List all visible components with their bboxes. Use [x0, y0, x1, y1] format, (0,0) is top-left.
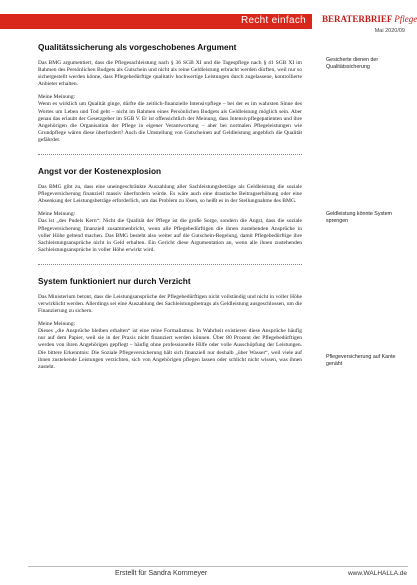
header-tag: Recht einfach: [240, 15, 306, 26]
section-title: Qualitätssicherung als vorgeschobenes Argument: [38, 42, 237, 52]
section-kosten: [38, 166, 302, 254]
section-divider: [38, 154, 302, 155]
opinion-text: Dieses „die Ansprüche bleiben erhalten“ ist eine reine Formalismus. In Wahrheit existieren diese Ansprüche häufig nur auf dem Papier, weil sie in der Praxis nicht finanziert werden können. Über 80 Prozent der Pflegebedürftigen werden von ihren Angehörigen gepflegt – häufig ohne professionelle Hilfe oder volle Ausschöpfung der Leistungen. Die bittere Erkenntnis: Die Soziale Pflegeversicherung hält sich finanziell nur deshalb „über Wasser“, weil viele auf ihnen zustehende Leistungen verzichten, sich von Angehörigen pflegen lassen oder schlicht nicht wissen, was ihnen zusteht.: [38, 328, 302, 370]
brand-sub: Pflege: [394, 14, 417, 24]
opinion-text: Das ist „des Pudels Kern“: Nicht die Qualität der Pflege ist die große Sorge, sondern die Angst, dass die soziale Pflegeversicherung finanziell zusammenbricht, wenn alle Pflegebedürftigen die ihnen zustehenden Ansprüche in voller Höhe geltend machen. Das BMG besteht also weiter auf die Gutschein-Regelung, damit Pflegebedürftige ihre Sachleistungsansprüche nicht in Geld erhalten. Ein Gericht diese Argumentation an, wenn alle ihnen zustehenden Sachleistungsansprüche in voller Höhe erwirkt wird.: [38, 218, 302, 253]
section-text: Das BMG gibt zu, dass eine uneingeschränkte Auszahlung aller Sachleistungsbeträge als Geldleistung die soziale Pflegeversicherung finanziell massiv überfordern würde. Es wäre auch eine drastische Beitragserhöhung oder eine Absenkung der Leistungsbeträge erforderlich, um das Problem zu lösen, so heißt es in der Stellungnahme des BMG.: [38, 184, 302, 205]
opinion-label: Meine Meinung:: [38, 94, 76, 101]
section-title: Angst vor der Kostenexplosion: [38, 166, 162, 177]
opinion-label: Meine Meinung:: [38, 211, 76, 218]
article-body: [38, 42, 302, 381]
footer-divider: [28, 566, 408, 567]
footer-recipient: Erstellt für Sandra Kornmeyer: [115, 570, 208, 577]
section-text: Das BMG argumentiert, dass die Pflegesachleistung nach § 36 SGB XI und die Tagespflege nach § 41 SGB XI im Rahmen des Persönlichen Budgets als Gutschein und nicht als reine Geldleistung erbracht werden dürften, weil nur so sichergestellt werden könne, dass Pflegebedürftige qualitativ hochwertige Leistungen durch zugelassene, kontrollierte Anbieter erhalten.: [38, 60, 302, 88]
brand-logo: [322, 14, 417, 24]
brand-name: BERATERBRIEF: [322, 14, 393, 24]
issue-label: Mai 2020/09: [374, 28, 405, 34]
header-band: [0, 14, 312, 29]
side-note: Pflegeversicherung auf Kante genäht: [326, 354, 396, 367]
section-text: Das Ministerium betont, dass die Leistungsansprüche der Pflegebedürftigen nicht vollständig und nicht in voller Höhe verwirklicht werden. Allerdings sei eine Auszahlung des Sachleistungsbetrags als Geldleistung ausgeschlossen, um die Finanzierung zu sichern.: [38, 293, 302, 315]
opinion-text: Wenn es wirklich um Qualität ginge, dürfte die zeitlich-finanzielle Intensivpflege – bei der es im wahrsten Sinne des Wortes um Leben und Tod geht – nicht im Rahmen eines Persönlichen Budgets als Geldleistung möglich sein. Aber genau das erlaubt der Gesetzgeber im SGB V. Er ist offensichtlich der Meinung, dass Intensivpflegepatienten und ihre Angehörigen die Organisation der Pflege in eigener Verantwortung – aber bei normalen Pflegeleistungen wie Grundpflege wären diese überfordert? Auch die Umstellung von Gutscheinen auf Geldleistung angeblich die Qualität gefährdet.: [38, 101, 302, 143]
section-qualitaet: [38, 42, 302, 144]
section-title: System funktioniert nur durch Verzicht: [38, 275, 191, 286]
section-divider: [38, 264, 302, 265]
footer-link[interactable]: www.WALHALLA.de: [347, 570, 407, 577]
opinion-label: Meine Meinung:: [38, 321, 76, 328]
side-note: Geldleistung könnte System sprengen: [326, 211, 392, 224]
section-verzicht: [38, 276, 302, 371]
side-note: Gesicherte dienen der Qualitätssicherung: [326, 57, 379, 70]
